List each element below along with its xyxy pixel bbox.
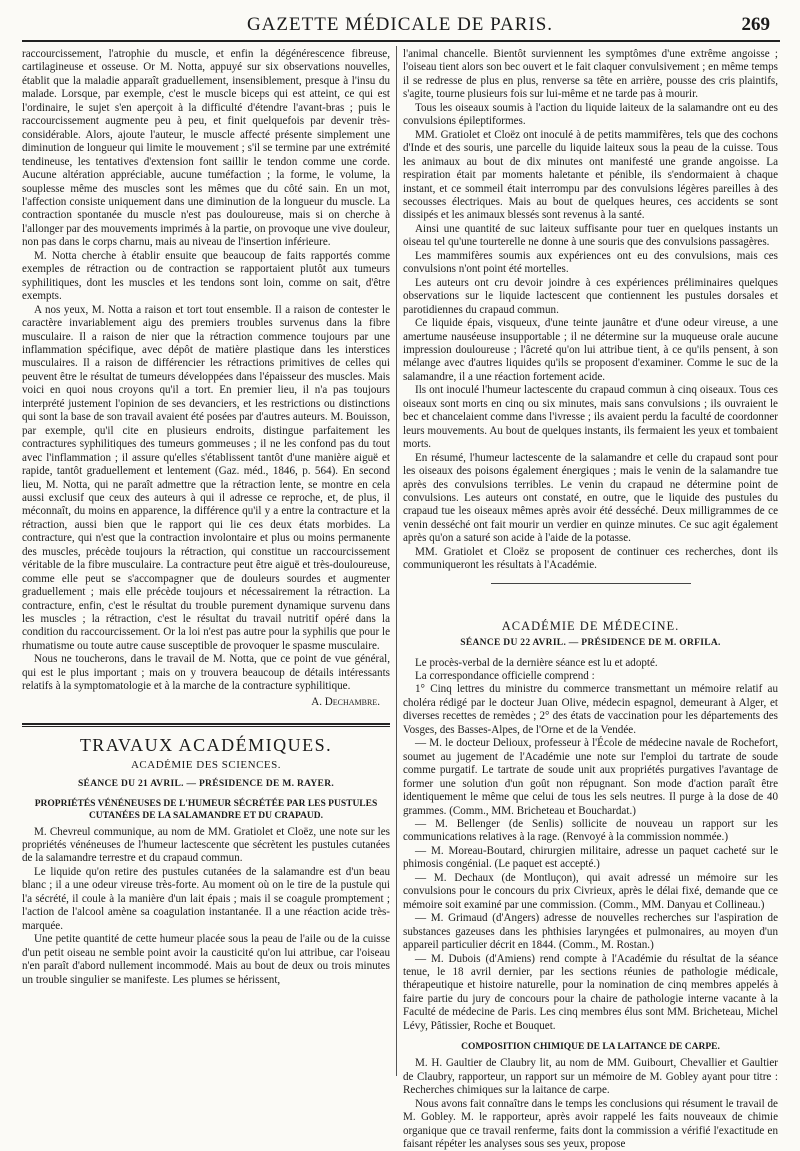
academy-title: ACADÉMIE DE MÉDECINE. (501, 618, 680, 633)
session-heading: SÉANCE DU 21 AVRIL. — PRÉSIDENCE DE M. RAYER. (77, 779, 335, 790)
header-rule (22, 40, 780, 42)
paragraph: — M. Dubois (d'Amiens) rend compte à l'Académie du résultat de la séance tenue, le 18 avril dernier, par les sections réunies de pathologie médicale, thérapeutique et histoire naturelle, pour la nomination de cinq membres appelés à faire partie du jury de concours pour la chaire de pathologie interne vacante à la Faculté de médecine de Paris. Les cinq membres élus sont MM. Bricheteau, Michel Lévy, Pâtissier, Roche et Bouquet. (403, 952, 778, 1032)
left-column (22, 48, 390, 1073)
paragraph: Ils ont inoculé l'humeur lactescente du crapaud commun à cinq oiseaux. Tous ces oiseaux sont morts en cinq ou six minutes, mais sans convulsions ; ils ouvraient le bec et chancelaient comme dans l'ivresse ; ils avaient perdu la faculté de coordonner leurs mouvements. Au bout de quelques instants, ils fermaient les yeux et tombaient morts. (403, 384, 778, 451)
paragraph: Tous les oiseaux soumis à l'action du liquide laiteux de la salamandre ont eu des convulsions épileptiformes. (403, 101, 778, 128)
page-number: 269 (741, 14, 770, 35)
paragraph: — M. Bellenger (de Senlis) sollicite de nouveau un rapport sur les communications relatives à la rage. (Renvoyé à la commission nommée.) (403, 818, 778, 844)
paragraph: M. H. Gaultier de Claubry lit, au nom de MM. Guibourt, Chevallier et Gaultier de Claubry, rapporteur, un rapport sur un mémoire de M. Gobley ayant pour titre : Recherches chimiques sur la laitance de carpe. (403, 1057, 778, 1097)
paragraph: l'animal chancelle. Bientôt surviennent les symptômes d'une extrême angoisse ; l'oiseau tient alors son bec ouvert et le fait claquer convulsivement ; en même temps il se redresse de plus en plus, renverse sa tête en arrière, pousse des cris plaintifs, s'agite, tourne plusieurs fois sur lui-même et ne tarde pas à mourir. (403, 48, 778, 101)
page-header (0, 12, 800, 42)
paragraph: A nos yeux, M. Notta a raison et tort tout ensemble. Il a raison de contester le caractère invariablement aigu des premiers troubles survenus dans la fibre musculaire. Il a raison de nier que la rétraction commence toujours par une inflammation spécifique, avec dépôt de matière plastique dans les interstices musculaires. Il a raison de différencier les rétractions primitives de celles qui peuvent être le résultat de tumeurs développées dans l'épaisseur des muscles. Mais voici en quoi nous croyons qu'il a tort. En premier lieu, il n'a pas toujours interprété justement l'opinion de ses devanciers, et les restrictions ou distinctions qui sont la base de son travail avaient été posées par d'autres auteurs. M. Bouisson, par exemple, qu'il cite en plusieurs endroits, distingue parfaitement les contractures syphilitiques des tumeurs gommeuses ; il ne les confond pas du tout avec l'inflammation ; il assure qu'elles s'établissent tantôt d'une manière aiguë et rapide, tantôt graduellement et lentement (Gaz. méd., 1846, p. 564). En second lieu, M. Notta, qui ne paraît admettre que la rétraction lente, se montre en cela aussi exclusif que ceux des auteurs à qui il adresse ce reproche, et, de plus, il méconnaît, du moins en apparence, la différence qu'il y a entre la contracture et la rétraction, aussi bien que le rapport qui lie ces deux états morbides. La contracture, qui n'est que la contraction involontaire et plus ou moins permanente des muscles, précède toujours la rétraction, qui constitue un raccourcissement véritable de la fibre musculaire. La contracture peut être aiguë et très-douloureuse, comme elle peut se s'accompagner que de douleurs sourdes et augmenter graduellement ; mais elle précède toujours et nécessairement la rétraction. La contracture, enfin, c'est le résultat du trouble purement dynamique survenu dans les muscles ; la rétraction, c'est le résultat du travail nutritif opéré dans la condition du raccourcissement. Or la loi n'est pas autre pour la syphilis que pour le rhumatisme ou toute autre cause susceptible de provoquer le spasme musculaire. (22, 303, 390, 652)
paragraph: Les mammifères soumis aux expériences ont eu des convulsions, mais ces convulsions n'ont point été mortelles. (403, 249, 778, 276)
paragraph: Le liquide qu'on retire des pustules cutanées de la salamandre est d'un beau blanc ; il a une odeur vireuse très-forte. Au moment où on le tire de la pustule qui l'a sécrété, il coule à la manière d'un lait épais ; mais il se coagule promptement ; l'action de l'alcool amène sa coagulation instantanée. Il a une réaction acide très-marquée. (22, 865, 390, 932)
paragraph: 1° Cinq lettres du ministre du commerce transmettant un mémoire relatif au choléra rédigé par le docteur Juan Olive, médecin espagnol, demeurant à Alger, et diverses recettes de remèdes ; 2° des états de vaccination pour les départements des Vosges, des Basses-Alpes, de l'Orne et de la Vendée. (403, 683, 778, 736)
section-rule (22, 723, 390, 727)
paragraph: — M. Dechaux (de Montluçon), qui avait adressé un mémoire sur les convulsions pour le concours du prix Civrieux, après le délai fixé, demande que ce mémoire soit examiné par une commission. (Comm., MM. Danyau et Collineau.) (403, 871, 778, 911)
paragraph: M. Notta cherche à établir ensuite que beaucoup de faits rapportés comme exemples de rétraction ou de contraction se rapportaient plutôt aux tumeurs syphilitiques, dont les muscles et les tendons sont loin, comme on sait, d'être exempts. (22, 249, 390, 303)
article-title: COMPOSITION CHIMIQUE DE LA LAITANCE DE CARPE. (461, 1042, 720, 1053)
paragraph: Nous avons fait connaître dans le temps les conclusions qui résument le travail de M. Gobley. M. le rapporteur, après avoir rappelé les faits nouveaux de chimie organique que ce travail renferme, faits dont la commission a vérifié l'exactitude en faisant répéter les analyses sous ses yeux, propose (403, 1097, 778, 1150)
paragraph: MM. Gratiolet et Cloëz ont inoculé à de petits mammifères, tels que des cochons d'Inde et des souris, une parcelle du liquide laiteux sous la peau de la cuisse. Tous les animaux au bout de dix minutes ont manifesté une grande angoisse. La respiration était par moments haletante et pénible, ils s'endormaient à chaque instant, et ce sommeil était interrompu par des convulsions légères pareilles à des secousses électriques. Mais au bout de quelques heures, ces accidents se sont dissipés et les animaux blessés sont revenus à la santé. (403, 128, 778, 222)
right-column (403, 48, 778, 1150)
paragraph: MM. Gratiolet et Cloëz se proposent de continuer ces recherches, dont ils communiqueront les résultats à l'Académie. (403, 545, 778, 572)
paragraph: Nous ne toucherons, dans le travail de M. Notta, que ce point de vue général, qui est le plus important ; mais on y trouvera beaucoup de détails intéressants relatifs à la symptomatologie et à la marche de la contracture syphilitique. (22, 653, 390, 693)
article-title: PROPRIÉTÉS VÉNÉNEUSES DE L'HUMEUR SÉCRÉTÉE PAR LES PUSTULES CUTANÉES DE LA SALAMANDRE ET DU CRAPAUD. (34, 798, 378, 821)
paragraph: M. Chevreul communique, au nom de MM. Gratiolet et Cloëz, une note sur les propriétés vénéneuses de l'humeur lactescente que sécrètent les pustules cutanées de la salamandre terrestre et du crapaud commun. (22, 825, 390, 865)
paragraph: — M. le docteur Delioux, professeur à l'École de médecine navale de Rochefort, soumet au jugement de l'Académie une note sur l'emploi du tartrate de soude comme purgatif. Le tartrate de soude unit aux propriétés purgatives l'avantage de former une solution d'un goût non répugnant. Son mode d'action paraît être identiquement le même que celui de tous les sels neutres. Il purge à la dose de 40 grammes. (Comm., MM. Bricheteau et Bouchardat.) (403, 737, 778, 817)
paragraph: Ce liquide épais, visqueux, d'une teinte jaunâtre et d'une odeur vireuse, a une amertume nauséeuse insupportable ; il ne détermine sur la muqueuse orale aucune impression douloureuse ; l'âcreté qu'on lui attribue tient, à ce qu'ils pensent, à son mélange avec d'autres liquides qu'ils se proposent d'examiner. Comme le suc de la salamandre, il a une réaction fortement acide. (403, 317, 778, 383)
paragraph: Les auteurs ont cru devoir joindre à ces expériences préliminaires quelques observations sur le liquide lactescent que contiennent les pustules dorsales et parotidiennes du crapaud commun. (403, 276, 778, 316)
author-signature: A. Dechambre. (311, 695, 380, 708)
paragraph: Une petite quantité de cette humeur placée sous la peau de l'aile ou de la cuisse d'un petit oiseau ne semble point avoir la causticité qu'on lui attribue, car l'oiseau n'en paraît d'abord nullement incommodé. Mais au bout de deux ou trois minutes un trouble singulier se manifeste. Les plumes se hérissent, (22, 933, 390, 986)
subsection-title: ACADÉMIE DES SCIENCES. (130, 758, 282, 771)
paragraph: En résumé, l'humeur lactescente de la salamandre et celle du crapaud sont pour les oiseaux des poisons également énergiques ; mais le venin de la salamandre tue après des convulsions terribles. Le venin du crapaud ne détermine point de convulsions. Les auteurs ont constaté, en outre, que le liquide des pustules du crapaud tue les oiseaux mêmes après avoir été desséché. Deux milligrammes de ce venin desséché ont fait mourir un verdier en quinze minutes. Ce suc agit également après qu'on a saturé son acide à l'aide de la potasse. (403, 451, 778, 545)
paragraph: — M. Grimaud (d'Angers) adresse de nouvelles recherches sur l'aspiration de substances gazeuses dans les phthisies laryngées et pulmonaires, au moyen d'un appareil particulier décrit en 1844. (Comm., M. Rostan.) (403, 912, 778, 952)
divider (491, 583, 691, 584)
column-divider (396, 46, 397, 1076)
paragraph: Le procès-verbal de la dernière séance est lu et adopté. (415, 656, 658, 669)
journal-title: GAZETTE MÉDICALE DE PARIS. (246, 14, 554, 35)
section-title: TRAVAUX ACADÉMIQUES. (79, 735, 333, 756)
paragraph: raccourcissement, l'atrophie du muscle, et enfin la dégénérescence fibreuse, cartilagineuse et osseuse. Or M. Notta, appuyé sur six observations nouvelles, établit que la maladie apparaît graduellement, insensiblement, presque à l'insu du malade. Lorsque, par exemple, c'est le muscle biceps qui est atteint, ce qui est l'ordinaire, le sujet s'en aperçoit à la difficulté d'étendre l'avant-bras ; puis le raccourcissement augmente peu à peu, et finit quelquefois par devenir très-considérable. Alors, ajoute l'auteur, le muscle affecté présente simplement une diminution de longueur qui limite le mouvement ; s'il se termine par une extrémité tendineuse, les tentatives d'extension font saillir le tendon comme une corde. Aucune altération appréciable, aucune tuméfaction ; la forme, le volume, la souplesse même des muscles sont les mêmes que du côté sain. En un mot, l'affection consiste uniquement dans une diminution de la longueur du muscle. La contraction spontanée du muscle n'est pas douloureuse, mais si on cherche à l'allonger par des mouvements imprimés à la partie, on provoque une vive douleur, non pas dans le corps charnu, mais au niveau de l'insertion inférieure. (22, 48, 390, 249)
paragraph: La correspondance officielle comprend : (415, 670, 595, 683)
paragraph: — M. Moreau-Boutard, chirurgien militaire, adresse un paquet cacheté sur le phimosis congénial. (Le paquet est accepté.) (403, 844, 778, 871)
session-heading: SÉANCE DU 22 AVRIL. — PRÉSIDENCE DE M. ORFILA. (460, 638, 721, 649)
paragraph: Ainsi une quantité de suc laiteux suffisante pour tuer en quelques instants un oiseau tel qu'une tourterelle ne donne à une souris que des convulsions passagères. (403, 222, 778, 249)
